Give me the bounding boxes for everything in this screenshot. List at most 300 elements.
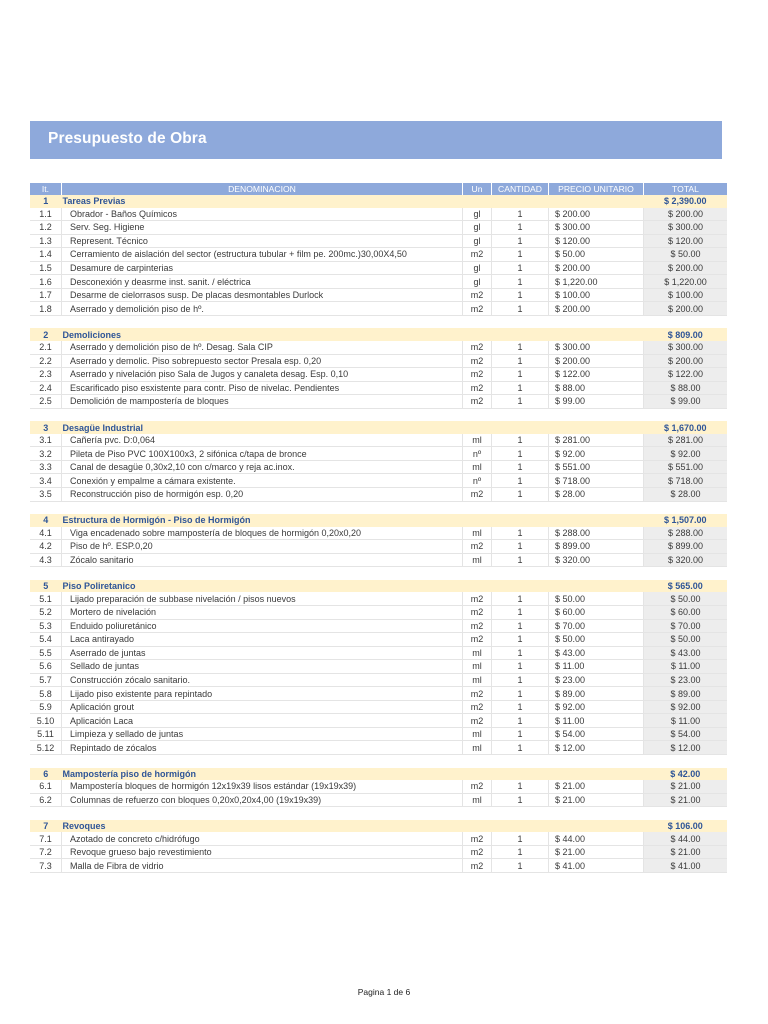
item-description: Construcción zócalo sanitario. — [62, 673, 463, 687]
item-unit-price: $ 60.00 — [549, 605, 644, 619]
item-unit-price: $ 320.00 — [549, 553, 644, 567]
section-empty-cell — [549, 820, 644, 833]
item-total: $ 551.00 — [644, 460, 728, 474]
section-number: 1 — [30, 195, 62, 208]
item-description: Mampostería bloques de hormigón 12x19x39 lisos estándar (19x19x39) — [62, 780, 463, 793]
item-unit-price: $ 300.00 — [549, 221, 644, 235]
item-unit-price: $ 92.00 — [549, 700, 644, 714]
item-unit: m2 — [463, 381, 492, 395]
item-number: 5.10 — [30, 714, 62, 728]
section-total: $ 106.00 — [644, 820, 728, 833]
item-total: $ 200.00 — [644, 354, 728, 368]
item-quantity: 1 — [492, 633, 549, 647]
item-unit-price: $ 281.00 — [549, 434, 644, 447]
item-quantity: 1 — [492, 845, 549, 859]
item-unit: m2 — [463, 687, 492, 701]
item-total: $ 200.00 — [644, 302, 728, 316]
item-description: Revoque grueso bajo revestimiento — [62, 845, 463, 859]
item-description: Obrador - Baños Químicos — [62, 208, 463, 221]
section-empty-cell — [492, 580, 549, 593]
item-number: 4.3 — [30, 553, 62, 567]
item-quantity: 1 — [492, 605, 549, 619]
item-quantity: 1 — [492, 646, 549, 660]
item-total: $ 21.00 — [644, 793, 728, 807]
item-description: Lijado preparación de subbase nivelación / pisos nuevos — [62, 592, 463, 605]
section-name: Revoques — [62, 820, 463, 833]
item-unit-price: $ 120.00 — [549, 234, 644, 248]
item-unit-price: $ 100.00 — [549, 288, 644, 302]
item-number: 7.1 — [30, 832, 62, 845]
item-quantity: 1 — [492, 302, 549, 316]
item-unit-price: $ 718.00 — [549, 474, 644, 488]
col-header-un: Un — [463, 183, 492, 195]
item-total: $ 89.00 — [644, 687, 728, 701]
table-row — [30, 592, 727, 605]
item-unit: m2 — [463, 633, 492, 647]
item-description: Represent. Técnico — [62, 234, 463, 248]
table-row — [30, 646, 727, 660]
table-row — [30, 275, 727, 289]
table-row — [30, 208, 727, 221]
table-row — [30, 395, 727, 409]
section-empty-cell — [463, 768, 492, 781]
item-description: Columnas de refuerzo con bloques 0,20x0,20x4,00 (19x19x39) — [62, 793, 463, 807]
table-row — [30, 288, 727, 302]
item-total: $ 11.00 — [644, 660, 728, 674]
item-description: Viga encadenado sobre mampostería de bloques de hormigón 0,20x0,20 — [62, 527, 463, 540]
table-header-row — [30, 183, 727, 195]
item-unit: m2 — [463, 288, 492, 302]
item-number: 5.8 — [30, 687, 62, 701]
table-row — [30, 700, 727, 714]
item-total: $ 41.00 — [644, 859, 728, 873]
item-unit: m2 — [463, 619, 492, 633]
item-quantity: 1 — [492, 248, 549, 262]
item-unit-price: $ 54.00 — [549, 727, 644, 741]
item-unit: gl — [463, 261, 492, 275]
section-total: $ 2,390.00 — [644, 195, 728, 208]
item-unit: nº — [463, 447, 492, 461]
item-number: 6.1 — [30, 780, 62, 793]
table-row — [30, 714, 727, 728]
item-quantity: 1 — [492, 434, 549, 447]
item-quantity: 1 — [492, 474, 549, 488]
table-row — [30, 727, 727, 741]
item-number: 1.5 — [30, 261, 62, 275]
section-spacer — [30, 408, 727, 421]
item-total: $ 99.00 — [644, 395, 728, 409]
section-row — [30, 580, 727, 593]
spacer-cell — [30, 315, 727, 328]
item-total: $ 200.00 — [644, 208, 728, 221]
table-row — [30, 341, 727, 354]
table-row — [30, 474, 727, 488]
item-number: 1.2 — [30, 221, 62, 235]
item-number: 1.8 — [30, 302, 62, 316]
item-quantity: 1 — [492, 275, 549, 289]
item-quantity: 1 — [492, 540, 549, 554]
table-row — [30, 553, 727, 567]
item-unit-price: $ 200.00 — [549, 261, 644, 275]
item-unit-price: $ 50.00 — [549, 592, 644, 605]
item-description: Mortero de nivelación — [62, 605, 463, 619]
item-unit: m2 — [463, 832, 492, 845]
section-spacer — [30, 501, 727, 514]
section-empty-cell — [549, 195, 644, 208]
table-body — [30, 195, 727, 872]
item-description: Aserrado y demolición piso de hº. — [62, 302, 463, 316]
item-quantity: 1 — [492, 741, 549, 755]
section-row — [30, 768, 727, 781]
section-name: Tareas Previas — [62, 195, 463, 208]
item-description: Malla de Fibra de vidrio — [62, 859, 463, 873]
item-description: Aserrado y demolic. Piso sobrepuesto sector Presala esp. 0,20 — [62, 354, 463, 368]
item-total: $ 92.00 — [644, 700, 728, 714]
item-number: 2.1 — [30, 341, 62, 354]
item-unit: m2 — [463, 845, 492, 859]
section-spacer — [30, 315, 727, 328]
section-empty-cell — [463, 514, 492, 527]
item-unit-price: $ 21.00 — [549, 845, 644, 859]
item-unit-price: $ 50.00 — [549, 633, 644, 647]
item-number: 1.7 — [30, 288, 62, 302]
page-number: Pagina 1 de 6 — [357, 987, 411, 997]
item-unit: m2 — [463, 395, 492, 409]
item-total: $ 21.00 — [644, 845, 728, 859]
item-total: $ 120.00 — [644, 234, 728, 248]
item-quantity: 1 — [492, 619, 549, 633]
table-row — [30, 381, 727, 395]
table-row — [30, 488, 727, 502]
item-total: $ 320.00 — [644, 553, 728, 567]
item-number: 3.5 — [30, 488, 62, 502]
item-quantity: 1 — [492, 793, 549, 807]
item-number: 5.4 — [30, 633, 62, 647]
item-description: Cañería pvc. D:0,064 — [62, 434, 463, 447]
item-quantity: 1 — [492, 859, 549, 873]
item-quantity: 1 — [492, 727, 549, 741]
item-quantity: 1 — [492, 488, 549, 502]
table-row — [30, 605, 727, 619]
item-quantity: 1 — [492, 354, 549, 368]
item-unit: m2 — [463, 780, 492, 793]
item-number: 6.2 — [30, 793, 62, 807]
col-header-it: It. — [30, 183, 62, 195]
item-description: Zócalo sanitario — [62, 553, 463, 567]
section-number: 7 — [30, 820, 62, 833]
item-number: 5.1 — [30, 592, 62, 605]
section-name: Demoliciones — [62, 328, 463, 341]
item-unit-price: $ 300.00 — [549, 341, 644, 354]
item-unit-price: $ 1,220.00 — [549, 275, 644, 289]
budget-table — [30, 183, 727, 873]
item-quantity: 1 — [492, 341, 549, 354]
item-unit-price: $ 44.00 — [549, 832, 644, 845]
item-number: 7.2 — [30, 845, 62, 859]
section-number: 5 — [30, 580, 62, 593]
item-description: Demolición de mampostería de bloques — [62, 395, 463, 409]
item-total: $ 200.00 — [644, 261, 728, 275]
item-unit-price: $ 122.00 — [549, 368, 644, 382]
item-unit: gl — [463, 221, 492, 235]
item-total: $ 54.00 — [644, 727, 728, 741]
item-number: 2.4 — [30, 381, 62, 395]
table-row — [30, 354, 727, 368]
table-row — [30, 845, 727, 859]
table-row — [30, 633, 727, 647]
table-row — [30, 434, 727, 447]
item-unit: m2 — [463, 341, 492, 354]
item-unit-price: $ 41.00 — [549, 859, 644, 873]
item-description: Conexión y empalme a cámara existente. — [62, 474, 463, 488]
item-description: Escarificado piso esxistente para contr. Piso de nivelac. Pendientes — [62, 381, 463, 395]
title-banner — [30, 121, 722, 159]
item-total: $ 43.00 — [644, 646, 728, 660]
item-unit-price: $ 11.00 — [549, 714, 644, 728]
section-total: $ 565.00 — [644, 580, 728, 593]
section-empty-cell — [463, 328, 492, 341]
table-row — [30, 673, 727, 687]
table-row — [30, 248, 727, 262]
item-description: Reconstrucción piso de hormigón esp. 0,20 — [62, 488, 463, 502]
item-unit: m2 — [463, 302, 492, 316]
section-empty-cell — [492, 514, 549, 527]
table-row — [30, 221, 727, 235]
item-total: $ 718.00 — [644, 474, 728, 488]
section-empty-cell — [463, 820, 492, 833]
item-number: 1.1 — [30, 208, 62, 221]
item-total: $ 70.00 — [644, 619, 728, 633]
item-number: 5.6 — [30, 660, 62, 674]
item-description: Azotado de concreto c/hidrófugo — [62, 832, 463, 845]
item-total: $ 11.00 — [644, 714, 728, 728]
section-empty-cell — [549, 514, 644, 527]
item-description: Aplicación grout — [62, 700, 463, 714]
item-number: 3.1 — [30, 434, 62, 447]
section-number: 2 — [30, 328, 62, 341]
item-total: $ 12.00 — [644, 741, 728, 755]
item-quantity: 1 — [492, 221, 549, 235]
section-total: $ 1,670.00 — [644, 421, 728, 434]
section-total: $ 809.00 — [644, 328, 728, 341]
section-number: 3 — [30, 421, 62, 434]
table-row — [30, 832, 727, 845]
item-quantity: 1 — [492, 592, 549, 605]
item-unit: ml — [463, 727, 492, 741]
table-row — [30, 741, 727, 755]
item-total: $ 28.00 — [644, 488, 728, 502]
table-row — [30, 527, 727, 540]
spacer-cell — [30, 807, 727, 820]
spacer-cell — [30, 754, 727, 767]
item-description: Enduido poliuretánico — [62, 619, 463, 633]
item-unit: gl — [463, 208, 492, 221]
item-description: Pileta de Piso PVC 100X100x3, 2 sifónica c/tapa de bronce — [62, 447, 463, 461]
item-unit: m2 — [463, 248, 492, 262]
table-row — [30, 859, 727, 873]
section-number: 4 — [30, 514, 62, 527]
item-number: 4.1 — [30, 527, 62, 540]
table-row — [30, 460, 727, 474]
item-total: $ 50.00 — [644, 592, 728, 605]
section-empty-cell — [549, 328, 644, 341]
col-header-denominacion: DENOMINACION — [62, 183, 463, 195]
item-number: 1.6 — [30, 275, 62, 289]
section-row — [30, 421, 727, 434]
item-total: $ 122.00 — [644, 368, 728, 382]
item-description: Lijado piso existente para repintado — [62, 687, 463, 701]
spacer-cell — [30, 501, 727, 514]
section-empty-cell — [492, 421, 549, 434]
item-unit-price: $ 89.00 — [549, 687, 644, 701]
item-description: Serv. Seg. Higiene — [62, 221, 463, 235]
table-row — [30, 793, 727, 807]
item-description: Aplicación Laca — [62, 714, 463, 728]
item-description: Laca antirayado — [62, 633, 463, 647]
section-spacer — [30, 807, 727, 820]
table-row — [30, 368, 727, 382]
table-row — [30, 261, 727, 275]
section-empty-cell — [492, 820, 549, 833]
item-number: 2.2 — [30, 354, 62, 368]
item-unit: gl — [463, 234, 492, 248]
item-total: $ 88.00 — [644, 381, 728, 395]
item-quantity: 1 — [492, 700, 549, 714]
item-unit-price: $ 551.00 — [549, 460, 644, 474]
item-unit-price: $ 899.00 — [549, 540, 644, 554]
item-description: Desconexión y deasrme inst. sanit. / eléctrica — [62, 275, 463, 289]
item-number: 3.3 — [30, 460, 62, 474]
item-unit: ml — [463, 660, 492, 674]
item-description: Cerramiento de aislación del sector (estructura tubular + film pe. 200mc.)30,00X4,50 — [62, 248, 463, 262]
item-unit: ml — [463, 460, 492, 474]
item-total: $ 288.00 — [644, 527, 728, 540]
item-quantity: 1 — [492, 381, 549, 395]
item-description: Canal de desagüe 0,30x2,10 con c/marco y reja ac.inox. — [62, 460, 463, 474]
item-description: Aserrado de juntas — [62, 646, 463, 660]
item-unit-price: $ 28.00 — [549, 488, 644, 502]
item-number: 5.11 — [30, 727, 62, 741]
item-total: $ 50.00 — [644, 248, 728, 262]
section-row — [30, 514, 727, 527]
item-quantity: 1 — [492, 527, 549, 540]
section-empty-cell — [549, 768, 644, 781]
item-unit: m2 — [463, 354, 492, 368]
item-description: Desarme de cielorrasos susp. De placas desmontables Durlock — [62, 288, 463, 302]
item-total: $ 899.00 — [644, 540, 728, 554]
item-unit-price: $ 200.00 — [549, 354, 644, 368]
item-unit: ml — [463, 527, 492, 540]
item-unit-price: $ 43.00 — [549, 646, 644, 660]
item-number: 5.2 — [30, 605, 62, 619]
item-quantity: 1 — [492, 553, 549, 567]
item-unit-price: $ 70.00 — [549, 619, 644, 633]
table-row — [30, 302, 727, 316]
section-row — [30, 820, 727, 833]
item-quantity: 1 — [492, 368, 549, 382]
item-unit: ml — [463, 646, 492, 660]
item-unit-price: $ 23.00 — [549, 673, 644, 687]
item-quantity: 1 — [492, 780, 549, 793]
table-row — [30, 234, 727, 248]
item-total: $ 50.00 — [644, 633, 728, 647]
item-number: 7.3 — [30, 859, 62, 873]
item-number: 1.3 — [30, 234, 62, 248]
item-unit: m2 — [463, 592, 492, 605]
section-empty-cell — [492, 195, 549, 208]
item-unit-price: $ 99.00 — [549, 395, 644, 409]
section-row — [30, 328, 727, 341]
item-unit: gl — [463, 275, 492, 289]
item-quantity: 1 — [492, 288, 549, 302]
item-number: 2.3 — [30, 368, 62, 382]
table-row — [30, 660, 727, 674]
item-unit-price: $ 200.00 — [549, 302, 644, 316]
item-unit-price: $ 11.00 — [549, 660, 644, 674]
item-unit-price: $ 288.00 — [549, 527, 644, 540]
item-quantity: 1 — [492, 687, 549, 701]
item-unit: nº — [463, 474, 492, 488]
item-quantity: 1 — [492, 447, 549, 461]
section-empty-cell — [463, 421, 492, 434]
item-description: Aserrado y nivelación piso Sala de Jugos y canaleta desag. Esp. 0,10 — [62, 368, 463, 382]
item-quantity: 1 — [492, 261, 549, 275]
section-empty-cell — [549, 421, 644, 434]
item-quantity: 1 — [492, 395, 549, 409]
item-unit: m2 — [463, 714, 492, 728]
item-unit-price: $ 88.00 — [549, 381, 644, 395]
item-unit: m2 — [463, 605, 492, 619]
item-quantity: 1 — [492, 208, 549, 221]
item-number: 5.5 — [30, 646, 62, 660]
section-name: Desagüe Industrial — [62, 421, 463, 434]
item-total: $ 281.00 — [644, 434, 728, 447]
table-row — [30, 447, 727, 461]
item-total: $ 92.00 — [644, 447, 728, 461]
section-empty-cell — [492, 768, 549, 781]
item-unit: m2 — [463, 488, 492, 502]
item-quantity: 1 — [492, 714, 549, 728]
section-spacer — [30, 754, 727, 767]
item-total: $ 1,220.00 — [644, 275, 728, 289]
table-row — [30, 619, 727, 633]
table-row — [30, 780, 727, 793]
table-row — [30, 687, 727, 701]
section-total: $ 42.00 — [644, 768, 728, 781]
item-unit-price: $ 21.00 — [549, 793, 644, 807]
item-total: $ 44.00 — [644, 832, 728, 845]
item-description: Piso de hº. ESP.0,20 — [62, 540, 463, 554]
item-unit: m2 — [463, 368, 492, 382]
section-spacer — [30, 567, 727, 580]
item-description: Desamure de carpinterias — [62, 261, 463, 275]
item-unit-price: $ 50.00 — [549, 248, 644, 262]
item-number: 5.12 — [30, 741, 62, 755]
col-header-cantidad: CANTIDAD — [492, 183, 549, 195]
item-quantity: 1 — [492, 234, 549, 248]
item-description: Repintado de zócalos — [62, 741, 463, 755]
item-total: $ 21.00 — [644, 780, 728, 793]
item-quantity: 1 — [492, 460, 549, 474]
item-number: 5.3 — [30, 619, 62, 633]
spacer-cell — [30, 567, 727, 580]
item-total: $ 100.00 — [644, 288, 728, 302]
section-name: Estructura de Hormigón - Piso de Hormigón — [62, 514, 463, 527]
item-total: $ 60.00 — [644, 605, 728, 619]
section-name: Mampostería piso de hormigón — [62, 768, 463, 781]
item-description: Limpieza y sellado de juntas — [62, 727, 463, 741]
section-empty-cell — [463, 195, 492, 208]
